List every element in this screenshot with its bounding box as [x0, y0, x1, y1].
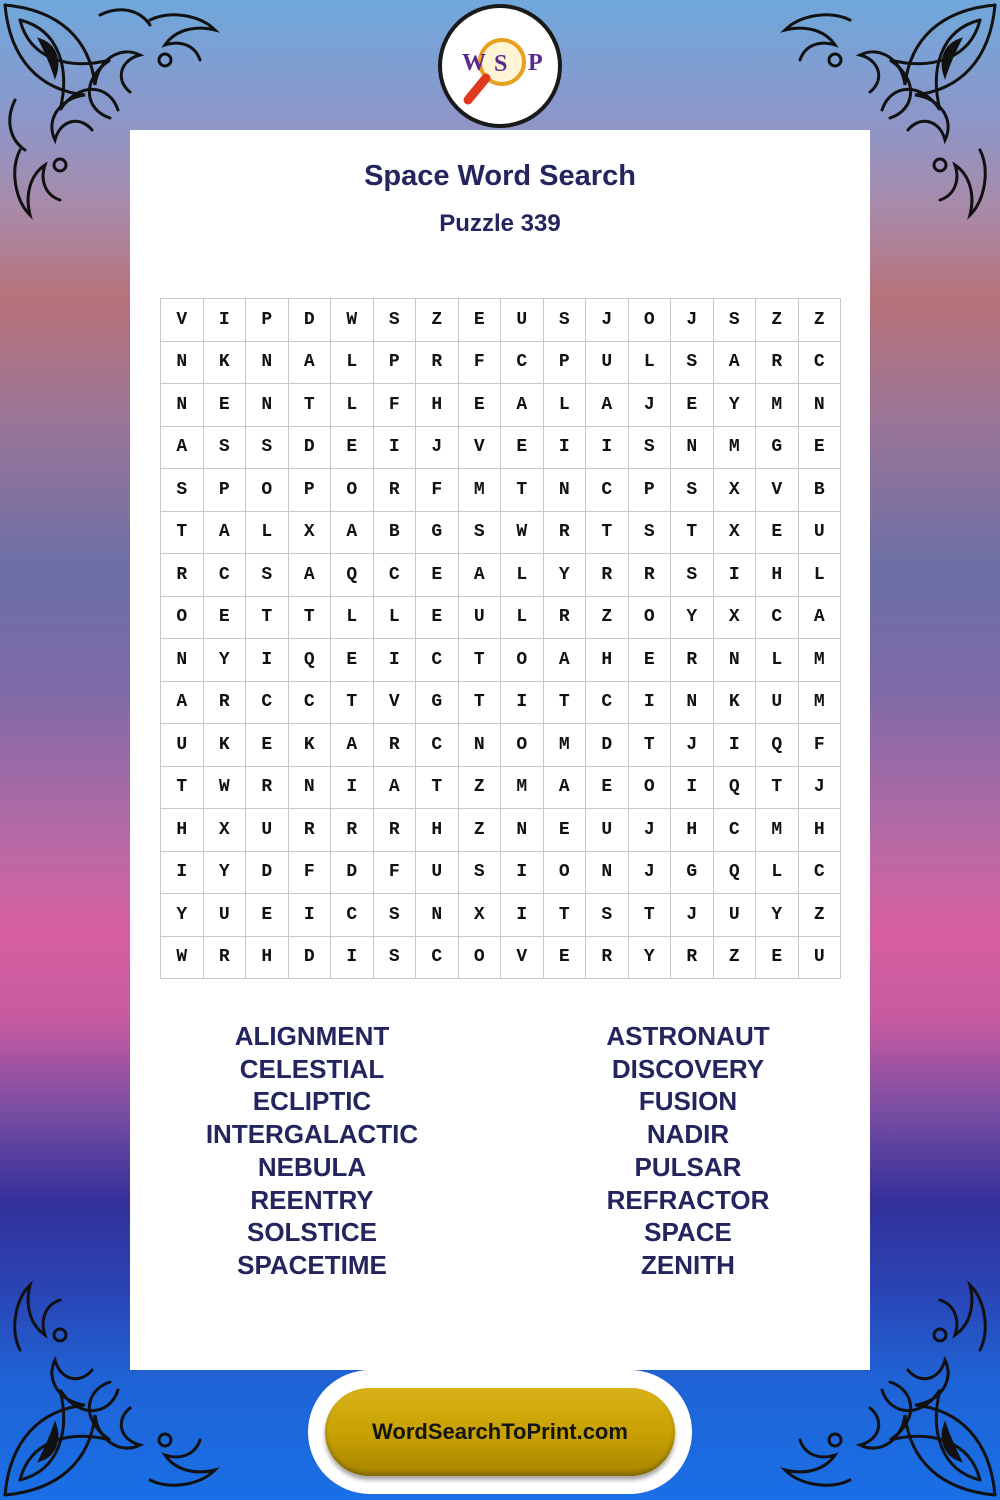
- grid-cell[interactable]: C: [756, 597, 799, 640]
- grid-cell[interactable]: R: [586, 554, 629, 597]
- grid-cell[interactable]: P: [289, 469, 332, 512]
- grid-cell[interactable]: N: [289, 767, 332, 810]
- grid-cell[interactable]: I: [331, 937, 374, 980]
- word-list-item: REFRACTOR: [606, 1184, 770, 1215]
- grid-cell[interactable]: L: [331, 597, 374, 640]
- grid-cell[interactable]: H: [671, 809, 714, 852]
- grid-cell[interactable]: L: [331, 384, 374, 427]
- grid-cell[interactable]: A: [204, 512, 247, 555]
- grid-cell[interactable]: C: [416, 639, 459, 682]
- grid-cell[interactable]: J: [586, 299, 629, 342]
- grid-cell[interactable]: N: [671, 427, 714, 470]
- grid-cell[interactable]: T: [629, 724, 672, 767]
- grid-cell[interactable]: S: [161, 469, 204, 512]
- grid-cell[interactable]: L: [246, 512, 289, 555]
- grid-cell[interactable]: I: [544, 427, 587, 470]
- grid-cell[interactable]: Y: [629, 937, 672, 980]
- grid-cell[interactable]: I: [714, 724, 757, 767]
- grid-cell[interactable]: Z: [459, 767, 502, 810]
- grid-cell[interactable]: N: [799, 384, 842, 427]
- grid-cell[interactable]: N: [501, 809, 544, 852]
- grid-cell[interactable]: Y: [714, 384, 757, 427]
- grid-cell[interactable]: C: [714, 809, 757, 852]
- logo-letter-p: P: [528, 50, 543, 76]
- grid-cell[interactable]: X: [204, 809, 247, 852]
- grid-cell[interactable]: N: [714, 639, 757, 682]
- grid-cell[interactable]: D: [289, 427, 332, 470]
- word-list-item: INTERGALACTIC: [205, 1119, 419, 1150]
- grid-cell[interactable]: F: [374, 852, 417, 895]
- grid-cell[interactable]: C: [204, 554, 247, 597]
- grid-cell[interactable]: X: [714, 469, 757, 512]
- word-list-right-column: [528, 1020, 848, 1282]
- grid-cell[interactable]: M: [799, 682, 842, 725]
- grid-cell[interactable]: S: [204, 427, 247, 470]
- word-list-item: REENTRY: [250, 1184, 374, 1215]
- grid-cell[interactable]: N: [161, 384, 204, 427]
- grid-cell[interactable]: K: [204, 342, 247, 385]
- puzzle-title: Space Word Search: [364, 160, 636, 192]
- grid-cell[interactable]: U: [586, 809, 629, 852]
- grid-cell[interactable]: N: [459, 724, 502, 767]
- grid-cell[interactable]: I: [161, 852, 204, 895]
- grid-cell[interactable]: A: [289, 342, 332, 385]
- grid-cell[interactable]: L: [799, 554, 842, 597]
- grid-cell[interactable]: L: [544, 384, 587, 427]
- grid-cell[interactable]: E: [629, 639, 672, 682]
- grid-cell[interactable]: T: [544, 894, 587, 937]
- grid-cell[interactable]: E: [331, 427, 374, 470]
- letter-grid: [160, 298, 841, 979]
- grid-cell[interactable]: L: [629, 342, 672, 385]
- grid-cell[interactable]: E: [459, 299, 502, 342]
- grid-cell[interactable]: E: [416, 597, 459, 640]
- grid-cell[interactable]: I: [501, 894, 544, 937]
- grid-cell[interactable]: A: [586, 384, 629, 427]
- grid-cell[interactable]: Y: [671, 597, 714, 640]
- grid-cell[interactable]: E: [544, 809, 587, 852]
- grid-cell[interactable]: Q: [331, 554, 374, 597]
- grid-cell[interactable]: O: [331, 469, 374, 512]
- grid-cell[interactable]: Q: [756, 724, 799, 767]
- grid-cell[interactable]: C: [374, 554, 417, 597]
- grid-cell[interactable]: C: [501, 342, 544, 385]
- grid-cell[interactable]: S: [374, 937, 417, 980]
- grid-cell[interactable]: Q: [714, 767, 757, 810]
- grid-cell[interactable]: A: [501, 384, 544, 427]
- grid-cell[interactable]: T: [289, 597, 332, 640]
- grid-cell[interactable]: N: [161, 639, 204, 682]
- grid-cell[interactable]: Z: [799, 299, 842, 342]
- grid-cell[interactable]: O: [629, 767, 672, 810]
- grid-cell[interactable]: W: [501, 512, 544, 555]
- grid-cell[interactable]: T: [246, 597, 289, 640]
- grid-cell[interactable]: I: [246, 639, 289, 682]
- grid-cell[interactable]: S: [671, 554, 714, 597]
- grid-cell[interactable]: P: [544, 342, 587, 385]
- grid-cell[interactable]: U: [161, 724, 204, 767]
- grid-cell[interactable]: D: [246, 852, 289, 895]
- grid-cell[interactable]: X: [289, 512, 332, 555]
- grid-cell[interactable]: E: [586, 767, 629, 810]
- grid-cell[interactable]: U: [799, 512, 842, 555]
- word-list-item: CELESTIAL: [239, 1053, 385, 1084]
- grid-cell[interactable]: E: [756, 937, 799, 980]
- grid-cell[interactable]: A: [799, 597, 842, 640]
- grid-cell[interactable]: J: [629, 852, 672, 895]
- grid-cell[interactable]: O: [629, 299, 672, 342]
- grid-cell[interactable]: C: [586, 682, 629, 725]
- grid-cell[interactable]: Y: [204, 852, 247, 895]
- grid-cell[interactable]: E: [416, 554, 459, 597]
- grid-cell[interactable]: T: [289, 384, 332, 427]
- grid-cell[interactable]: Y: [204, 639, 247, 682]
- grid-cell[interactable]: R: [671, 639, 714, 682]
- grid-cell[interactable]: R: [756, 342, 799, 385]
- grid-cell[interactable]: X: [714, 512, 757, 555]
- grid-cell[interactable]: A: [544, 767, 587, 810]
- grid-cell[interactable]: A: [544, 639, 587, 682]
- grid-cell[interactable]: D: [331, 852, 374, 895]
- grid-cell[interactable]: U: [501, 299, 544, 342]
- grid-cell[interactable]: Z: [586, 597, 629, 640]
- grid-cell[interactable]: R: [374, 469, 417, 512]
- logo-letter-s: S: [494, 51, 508, 77]
- grid-cell[interactable]: G: [416, 682, 459, 725]
- grid-cell[interactable]: R: [671, 937, 714, 980]
- grid-cell[interactable]: T: [629, 894, 672, 937]
- grid-cell[interactable]: S: [374, 894, 417, 937]
- grid-cell[interactable]: O: [629, 597, 672, 640]
- grid-cell[interactable]: I: [501, 682, 544, 725]
- grid-cell[interactable]: A: [289, 554, 332, 597]
- grid-cell[interactable]: S: [671, 342, 714, 385]
- grid-cell[interactable]: S: [459, 512, 502, 555]
- grid-cell[interactable]: Z: [756, 299, 799, 342]
- grid-cell[interactable]: U: [246, 809, 289, 852]
- grid-cell[interactable]: G: [671, 852, 714, 895]
- grid-cell[interactable]: M: [544, 724, 587, 767]
- grid-cell[interactable]: J: [671, 724, 714, 767]
- puzzle-number: Puzzle 339: [439, 210, 561, 237]
- grid-cell[interactable]: E: [459, 384, 502, 427]
- grid-cell[interactable]: I: [629, 682, 672, 725]
- grid-cell[interactable]: F: [799, 724, 842, 767]
- grid-cell[interactable]: H: [161, 809, 204, 852]
- grid-cell[interactable]: E: [246, 724, 289, 767]
- grid-cell[interactable]: P: [246, 299, 289, 342]
- grid-cell[interactable]: S: [374, 299, 417, 342]
- grid-cell[interactable]: I: [289, 894, 332, 937]
- word-list-item: ZENITH: [641, 1249, 735, 1280]
- grid-cell[interactable]: T: [459, 682, 502, 725]
- grid-cell[interactable]: A: [459, 554, 502, 597]
- grid-cell[interactable]: N: [671, 682, 714, 725]
- grid-cell[interactable]: U: [756, 682, 799, 725]
- grid-cell[interactable]: N: [544, 469, 587, 512]
- grid-cell[interactable]: H: [416, 809, 459, 852]
- grid-cell[interactable]: L: [756, 852, 799, 895]
- grid-cell[interactable]: M: [756, 384, 799, 427]
- grid-cell[interactable]: L: [501, 597, 544, 640]
- grid-cell[interactable]: N: [246, 384, 289, 427]
- wsp-logo[interactable]: [438, 4, 562, 128]
- grid-cell[interactable]: S: [629, 512, 672, 555]
- grid-cell[interactable]: R: [331, 809, 374, 852]
- grid-cell[interactable]: F: [374, 384, 417, 427]
- grid-cell[interactable]: Q: [289, 639, 332, 682]
- grid-cell[interactable]: Y: [161, 894, 204, 937]
- grid-cell[interactable]: V: [756, 469, 799, 512]
- grid-cell[interactable]: N: [586, 852, 629, 895]
- grid-cell[interactable]: U: [416, 852, 459, 895]
- grid-cell[interactable]: M: [459, 469, 502, 512]
- grid-cell[interactable]: H: [246, 937, 289, 980]
- grid-cell[interactable]: A: [331, 512, 374, 555]
- grid-cell[interactable]: J: [416, 427, 459, 470]
- grid-cell[interactable]: E: [204, 597, 247, 640]
- word-list-item: ALIGNMENT: [234, 1021, 390, 1051]
- grid-cell[interactable]: E: [204, 384, 247, 427]
- grid-cell[interactable]: V: [501, 937, 544, 980]
- word-list-item: ECLIPTIC: [252, 1086, 372, 1117]
- grid-cell[interactable]: W: [204, 767, 247, 810]
- grid-cell[interactable]: D: [289, 937, 332, 980]
- grid-cell[interactable]: B: [799, 469, 842, 512]
- grid-cell[interactable]: C: [331, 894, 374, 937]
- grid-cell[interactable]: E: [544, 937, 587, 980]
- grid-cell[interactable]: T: [161, 512, 204, 555]
- grid-cell[interactable]: Z: [459, 809, 502, 852]
- website-banner-button[interactable]: [325, 1388, 675, 1476]
- grid-cell[interactable]: R: [586, 937, 629, 980]
- grid-cell[interactable]: W: [161, 937, 204, 980]
- grid-cell[interactable]: I: [714, 554, 757, 597]
- grid-cell[interactable]: U: [714, 894, 757, 937]
- grid-cell[interactable]: M: [714, 427, 757, 470]
- grid-cell[interactable]: S: [246, 554, 289, 597]
- grid-cell[interactable]: P: [374, 342, 417, 385]
- grid-cell[interactable]: J: [629, 809, 672, 852]
- grid-cell[interactable]: L: [756, 639, 799, 682]
- grid-cell[interactable]: O: [246, 469, 289, 512]
- grid-cell[interactable]: T: [161, 767, 204, 810]
- grid-cell[interactable]: W: [331, 299, 374, 342]
- word-list-item: SPACETIME: [237, 1249, 387, 1280]
- grid-cell[interactable]: R: [374, 809, 417, 852]
- grid-cell[interactable]: G: [416, 512, 459, 555]
- grid-cell[interactable]: F: [459, 342, 502, 385]
- grid-cell[interactable]: M: [501, 767, 544, 810]
- grid-cell[interactable]: E: [799, 427, 842, 470]
- grid-cell[interactable]: X: [714, 597, 757, 640]
- grid-cell[interactable]: C: [416, 937, 459, 980]
- grid-cell[interactable]: I: [671, 767, 714, 810]
- grid-cell[interactable]: F: [289, 852, 332, 895]
- grid-cell[interactable]: C: [416, 724, 459, 767]
- grid-cell[interactable]: E: [756, 512, 799, 555]
- grid-cell[interactable]: J: [629, 384, 672, 427]
- word-list-left-column: [152, 1020, 472, 1282]
- grid-cell[interactable]: T: [671, 512, 714, 555]
- grid-cell[interactable]: D: [586, 724, 629, 767]
- grid-cell[interactable]: S: [629, 427, 672, 470]
- grid-cell[interactable]: T: [586, 512, 629, 555]
- grid-cell[interactable]: K: [204, 724, 247, 767]
- grid-cell[interactable]: K: [289, 724, 332, 767]
- grid-cell[interactable]: L: [331, 342, 374, 385]
- word-list-item: NEBULA: [257, 1151, 367, 1182]
- grid-cell[interactable]: I: [331, 767, 374, 810]
- grid-cell[interactable]: S: [586, 894, 629, 937]
- grid-cell[interactable]: G: [756, 427, 799, 470]
- grid-cell[interactable]: R: [204, 682, 247, 725]
- word-list-item: SPACE: [644, 1217, 732, 1248]
- grid-cell[interactable]: C: [586, 469, 629, 512]
- grid-cell[interactable]: O: [161, 597, 204, 640]
- grid-cell[interactable]: T: [756, 767, 799, 810]
- grid-cell[interactable]: A: [331, 724, 374, 767]
- grid-cell[interactable]: U: [204, 894, 247, 937]
- grid-cell[interactable]: I: [501, 852, 544, 895]
- grid-cell[interactable]: C: [799, 852, 842, 895]
- grid-cell[interactable]: S: [246, 427, 289, 470]
- grid-cell[interactable]: R: [544, 597, 587, 640]
- grid-cell[interactable]: Z: [799, 894, 842, 937]
- grid-cell[interactable]: N: [161, 342, 204, 385]
- grid-cell[interactable]: C: [799, 342, 842, 385]
- grid-cell[interactable]: V: [459, 427, 502, 470]
- grid-cell[interactable]: E: [671, 384, 714, 427]
- grid-cell[interactable]: E: [331, 639, 374, 682]
- grid-cell[interactable]: O: [501, 724, 544, 767]
- word-list-item: SOLSTICE: [246, 1217, 377, 1248]
- grid-cell[interactable]: K: [714, 682, 757, 725]
- grid-cell[interactable]: R: [374, 724, 417, 767]
- grid-cell[interactable]: J: [671, 894, 714, 937]
- grid-cell[interactable]: S: [671, 469, 714, 512]
- grid-cell[interactable]: Z: [714, 937, 757, 980]
- grid-cell[interactable]: J: [671, 299, 714, 342]
- grid-cell[interactable]: R: [246, 767, 289, 810]
- puzzle-card: [130, 130, 870, 1370]
- word-list-item: FUSION: [638, 1086, 738, 1117]
- grid-cell[interactable]: A: [161, 427, 204, 470]
- grid-cell[interactable]: S: [714, 299, 757, 342]
- grid-cell[interactable]: X: [459, 894, 502, 937]
- grid-cell[interactable]: O: [501, 639, 544, 682]
- word-list-item: NADIR: [646, 1119, 730, 1150]
- grid-cell[interactable]: H: [416, 384, 459, 427]
- grid-cell[interactable]: U: [586, 342, 629, 385]
- grid-cell[interactable]: F: [416, 469, 459, 512]
- word-list-item: DISCOVERY: [611, 1053, 765, 1084]
- grid-cell[interactable]: C: [289, 682, 332, 725]
- grid-cell[interactable]: Y: [756, 894, 799, 937]
- grid-cell[interactable]: V: [161, 299, 204, 342]
- grid-cell[interactable]: L: [374, 597, 417, 640]
- grid-cell[interactable]: P: [204, 469, 247, 512]
- grid-cell[interactable]: T: [544, 682, 587, 725]
- grid-cell[interactable]: U: [799, 937, 842, 980]
- grid-cell[interactable]: T: [459, 639, 502, 682]
- grid-cell[interactable]: E: [501, 427, 544, 470]
- grid-cell[interactable]: M: [799, 639, 842, 682]
- grid-cell[interactable]: H: [799, 809, 842, 852]
- grid-cell[interactable]: O: [459, 937, 502, 980]
- grid-cell[interactable]: M: [756, 809, 799, 852]
- grid-cell[interactable]: I: [204, 299, 247, 342]
- grid-cell[interactable]: H: [586, 639, 629, 682]
- grid-cell[interactable]: T: [501, 469, 544, 512]
- grid-cell[interactable]: I: [586, 427, 629, 470]
- grid-cell[interactable]: Q: [714, 852, 757, 895]
- grid-cell[interactable]: R: [416, 342, 459, 385]
- grid-cell[interactable]: A: [374, 767, 417, 810]
- grid-cell[interactable]: J: [799, 767, 842, 810]
- grid-cell[interactable]: R: [289, 809, 332, 852]
- grid-cell[interactable]: I: [374, 427, 417, 470]
- grid-cell[interactable]: E: [246, 894, 289, 937]
- grid-cell[interactable]: N: [246, 342, 289, 385]
- grid-cell[interactable]: L: [501, 554, 544, 597]
- word-list-item: ASTRONAUT: [606, 1021, 770, 1051]
- grid-cell[interactable]: R: [161, 554, 204, 597]
- grid-cell[interactable]: T: [331, 682, 374, 725]
- logo-letter-w: W: [462, 50, 486, 76]
- grid-cell[interactable]: S: [544, 299, 587, 342]
- grid-cell[interactable]: R: [204, 937, 247, 980]
- grid-cell[interactable]: C: [246, 682, 289, 725]
- grid-cell[interactable]: A: [714, 342, 757, 385]
- grid-cell[interactable]: R: [544, 512, 587, 555]
- grid-cell[interactable]: N: [416, 894, 459, 937]
- website-label: WordSearchToPrint.com: [372, 1419, 628, 1444]
- grid-cell[interactable]: Z: [416, 299, 459, 342]
- word-list-item: PULSAR: [634, 1151, 742, 1182]
- grid-cell[interactable]: I: [374, 639, 417, 682]
- grid-cell[interactable]: T: [416, 767, 459, 810]
- grid-cell[interactable]: S: [459, 852, 502, 895]
- grid-cell[interactable]: O: [544, 852, 587, 895]
- grid-cell[interactable]: B: [374, 512, 417, 555]
- grid-cell[interactable]: R: [629, 554, 672, 597]
- grid-cell[interactable]: H: [756, 554, 799, 597]
- grid-cell[interactable]: Y: [544, 554, 587, 597]
- grid-cell[interactable]: P: [629, 469, 672, 512]
- grid-cell[interactable]: A: [161, 682, 204, 725]
- grid-cell[interactable]: V: [374, 682, 417, 725]
- grid-cell[interactable]: D: [289, 299, 332, 342]
- grid-cell[interactable]: U: [459, 597, 502, 640]
